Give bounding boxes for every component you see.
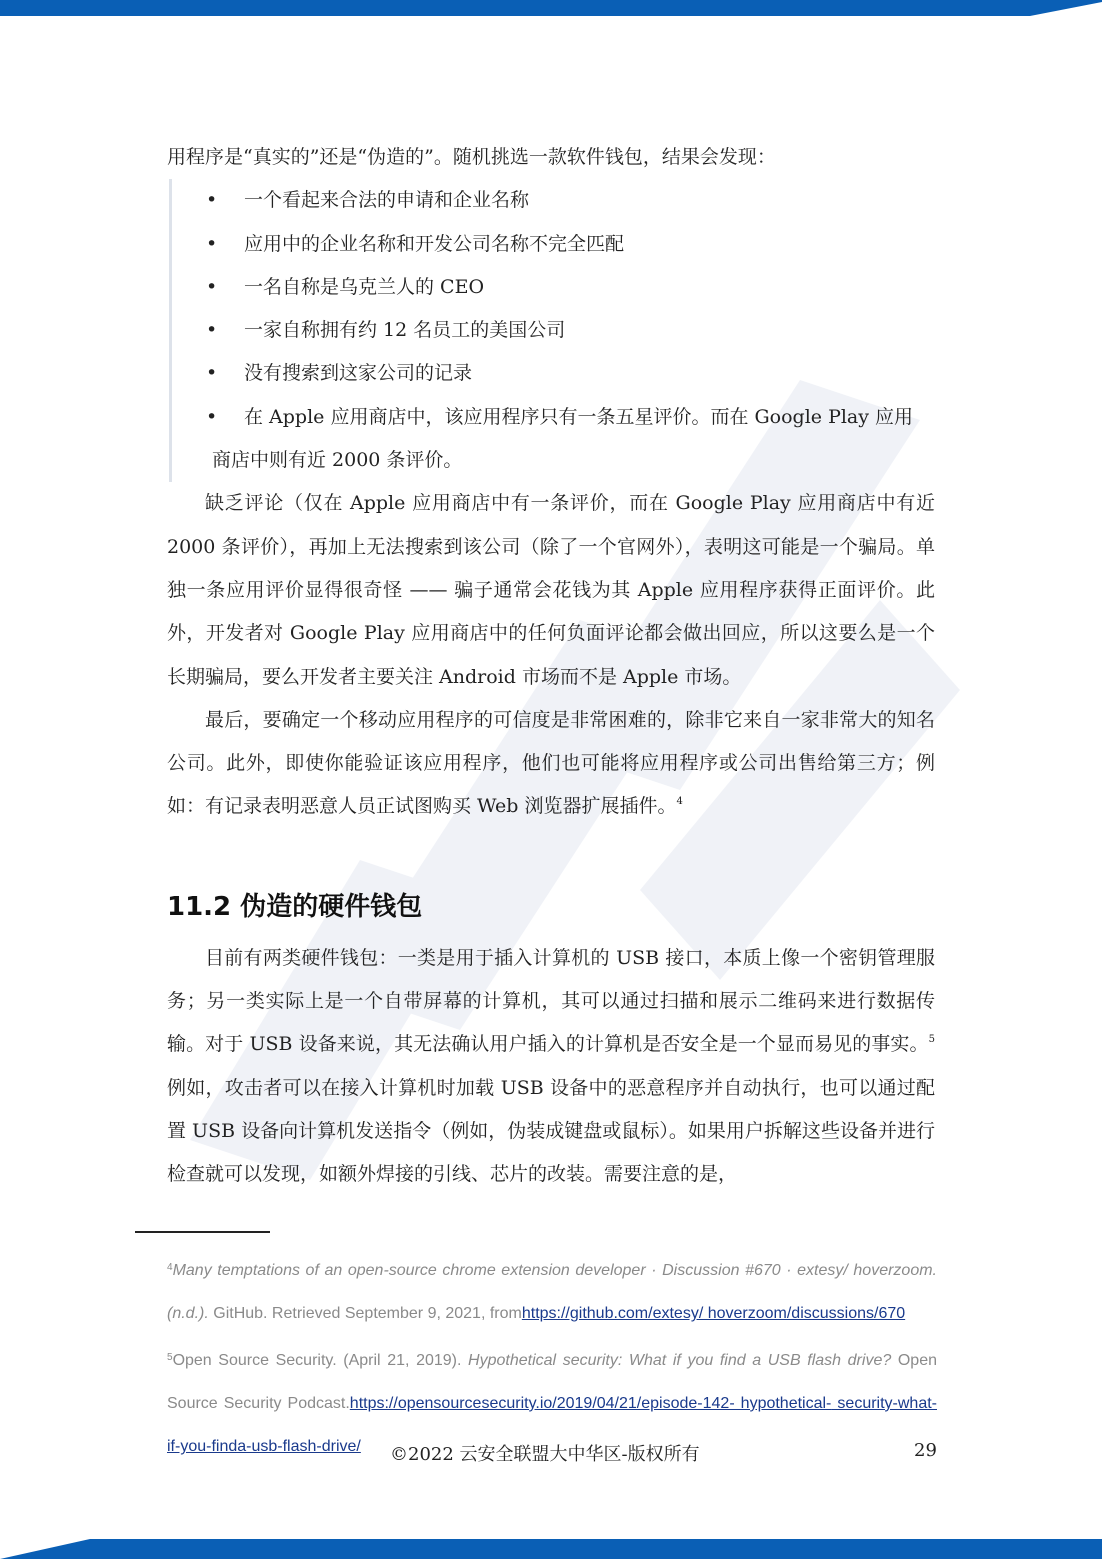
list-item: • 没有搜索到这家公司的记录 [212, 352, 935, 395]
footnote-4-link[interactable]: https://github.com/extesy/ hoverzoom/discussions/670 [521, 1305, 906, 1323]
top-accent-bar [0, 0, 1102, 16]
bullet-icon: • [206, 319, 218, 342]
footnote-5: $^5$Open Source Security. (April 21, 2019). Hypothetical security: What if you find a USB flash drive? Open Source Security Podcast.https://opensourcesecurity.io/2019/04/21/episode-142- hypothetical- security-what-if-you-finda-usb-flash-drive/ [167, 1351, 937, 1456]
footnote-5-link[interactable]: https://opensourcesecurity.io/2019/04/21/episode-142- hypothetical- [349, 1394, 832, 1412]
bullet-icon: • [206, 362, 218, 385]
footnote-ref-5[interactable]: 5 [928, 1034, 935, 1046]
paragraph-trust: 最后，要确定一个移动应用程序的可信度是非常困难的，除非它来自一家非常大的知名公司。此外，即使你能验证该应用程序，他们也可能将应用程序或公司出售给第三方；例如：有记录表明恶意人员正试图购买 Web 浏览器扩展插件。$^4$ [167, 708, 935, 818]
bullet-icon: • [206, 232, 218, 255]
list-item: • 应用中的企业名称和开发公司名称不完全匹配 [212, 223, 935, 266]
footnote-5-link-cont[interactable]: security-what-if-you-finda-usb-flash-drive/ [167, 1394, 937, 1456]
list-item: • 一家自称拥有约 12 名员工的美国公司 [212, 309, 935, 352]
bullet-icon: • [206, 405, 218, 428]
list-item: • 一个看起来合法的申请和企业名称 [212, 179, 935, 222]
footnotes [167, 1246, 937, 1468]
intro-paragraph: 用程序是“真实的”还是“伪造的”。随机挑选一款软件钱包，结果会发现： [167, 146, 776, 168]
main-content [167, 136, 935, 1197]
list-item: • 在 Apple 应用商店中，该应用程序只有一条五星评价。而在 Google Play 应用 商店中则有近 2000 条评价。 [212, 396, 935, 483]
section-heading: 11.2 伪造的硬件钱包 [167, 891, 423, 922]
paragraph-reviews: 缺乏评论（仅在 Apple 应用商店中有一条评价，而在 Google Play 应用商店中有近 2000 条评价），再加上无法搜索到该公司（除了一个官网外），表明这可能是一个骗局。单独一条应用评价显得很奇怪 —— 骗子通常会花钱为其 Apple 应用程序获得正面评价。此外，开发者对 Google Play 应用商店中的任何负面评论都会做出回应，所以这要么是一个长期骗局，要么开发者主要关注 Android 市场而不是 Apple 市场。 [167, 492, 935, 688]
footnote-divider [135, 1231, 270, 1233]
bullet-icon: • [206, 189, 218, 212]
footnote-4: $^4$Many temptations of an open-source chrome extension developer · Discussion #670 · extesy/ hoverzoom. (n.d.). GitHub. Retrieved September 9, 2021, fromhttps://github.com/extesy/ hoverzoom/discussions/670 [167, 1262, 937, 1323]
bottom-accent-bar [0, 1539, 1102, 1559]
bullet-icon: • [206, 275, 218, 298]
page-number: 29 [914, 1440, 937, 1461]
list-item: • 一名自称是乌克兰人的 CEO [212, 266, 935, 309]
footnote-ref-4[interactable]: 4 [676, 796, 683, 808]
copyright-text: ©2022 云安全联盟大中华区-版权所有 [390, 1444, 700, 1465]
bullet-list [169, 179, 935, 482]
paragraph-hardware: 目前有两类硬件钱包：一类是用于插入计算机的 USB 接口，本质上像一个密钥管理服务；另一类实际上是一个自带屏幕的计算机，其可以通过扫描和展示二维码来进行数据传输。对于 USB 设备来说，其无法确认用户插入的计算机是否安全是一个显而易见的事实。$^5$例如，攻击者可以在接入计算机时加载 USB 设备中的恶意程序并自动执行，也可以通过配置 USB 设备向计算机发送指令（例如，伪装成键盘或鼠标）。如果用户拆解这些设备并进行检查就可以发现，如额外焊接的引线、芯片的改装。需要注意的是， [167, 946, 935, 1186]
page-footer [0, 1440, 1102, 1470]
